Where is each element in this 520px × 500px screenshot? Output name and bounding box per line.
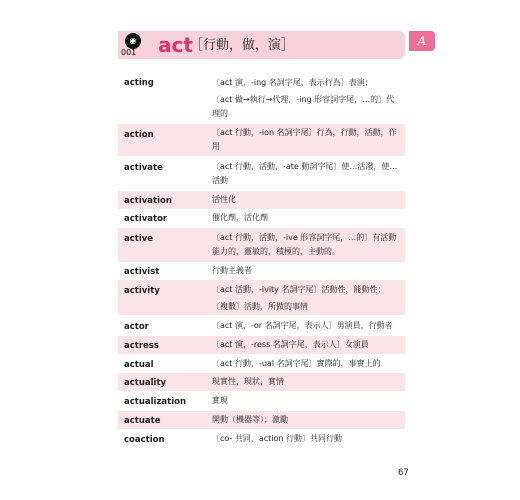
- entry-definition: 〔act 行動，-ual 名詞字尾〕實際的，事實上的: [212, 359, 381, 368]
- headword-meaning: ［行動，做，演］: [190, 38, 295, 53]
- entry-definition: 〔act 做→執行→代理，-ing 形容詞字尾，…的〕代理的: [212, 95, 395, 118]
- entry-definition: 〔複數〕活動，所做的事情: [212, 302, 308, 311]
- entry-definition: 〔act 演，-or 名詞字尾，表示人〕男演員，行動者: [212, 321, 393, 330]
- entry-term: activate: [124, 163, 163, 173]
- entry-definition: 〔act 演，-ress 名詞字尾，表示人〕女演員: [212, 340, 369, 349]
- entry-term: activation: [124, 196, 172, 206]
- entry-definition: 催化劑，活化劑: [212, 213, 268, 222]
- entry-term: action: [124, 130, 154, 140]
- entry-term: activator: [124, 214, 168, 224]
- entry-definition: 開動（機器等）；激勵: [212, 415, 288, 424]
- entry-definition: 活性化: [212, 195, 236, 204]
- entry-term: actuality: [124, 378, 167, 388]
- entry-term: active: [124, 234, 154, 244]
- entry-term: actor: [124, 322, 149, 332]
- entry-term: acting: [124, 78, 154, 88]
- entry-definition: 〔act 活動，-ivity 名詞字尾〕活動性，能動性；: [212, 285, 386, 294]
- entry-definition: 〔act 演，-ing 名詞字尾，表示行為〕表演；: [212, 78, 373, 87]
- entry-number: 001: [121, 48, 137, 57]
- disc-icon: ◉: [125, 33, 141, 49]
- entry-term: actuate: [124, 416, 161, 426]
- entry-term: activity: [124, 286, 160, 296]
- entry-definition: 現實性，現狀，實情: [212, 377, 284, 386]
- letter-tab-label: A: [417, 34, 427, 48]
- entry-definition: 實現: [212, 396, 228, 405]
- entry-term: actualization: [124, 397, 187, 407]
- entry-term: actual: [124, 360, 154, 370]
- entry-term: coaction: [124, 435, 165, 445]
- entry-term: activist: [124, 267, 160, 277]
- letter-tab: [409, 31, 435, 51]
- page-number: 67: [398, 468, 409, 478]
- entry-definition: 〔act 行動，活動，-ive 形容詞字尾，…的〕有活動能力的，靈敏的，積極的，主動的。: [212, 233, 397, 256]
- entry-definition: 〔co- 共同，action 行動〕共同行動: [212, 434, 343, 443]
- entry-definition: 〔act 行動，-ion 名詞字尾〕行為，行動，活動，作用: [212, 128, 397, 151]
- headword: act: [158, 33, 193, 57]
- entry-definition: 〔act 行動，活動，-ate 動詞字尾〕使…活潑，使…活動: [212, 162, 398, 185]
- entry-definition: 行動主義者: [212, 266, 252, 275]
- entry-term: actress: [124, 341, 159, 351]
